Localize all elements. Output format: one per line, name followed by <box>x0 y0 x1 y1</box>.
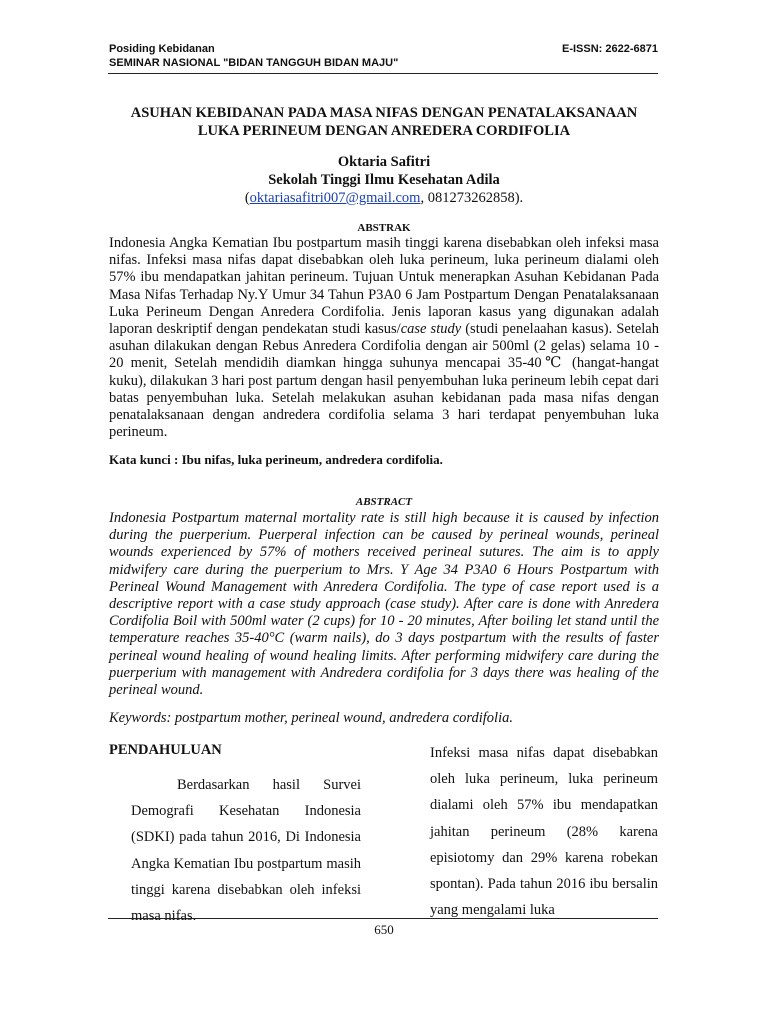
running-header-left <box>109 42 398 70</box>
keywords-en: Keywords: postpartum mother, perineal wound, andredera cordifolia. <box>109 710 513 726</box>
page-number: 650 <box>374 922 394 937</box>
body-paragraph-left: Berdasarkan hasil Survei Demografi Kesehatan Indonesia (SDKI) pada tahun 2016, Di Indonesia Angka Kematian Ibu postpartum masih tinggi karena disebabkan oleh infeksi masa nifas. <box>131 777 361 925</box>
body-right-column <box>430 740 658 923</box>
author-name: Oktaria Safitri <box>337 154 431 170</box>
seminar-name: SEMINAR NASIONAL "BIDAN TANGGUH BIDAN MAJU" <box>109 57 399 69</box>
paper-title <box>100 104 668 140</box>
issn-label: E-ISSN: 2622-6871 <box>562 43 658 55</box>
abstrak-text-part-1: Indonesia Angka Kematian Ibu postpartum masih tinggi karena disebabkan oleh infeksi masa nifas. Infeksi masa nifas dapat disebabkan oleh luka perineum, luka perineum dialami oleh 57% ibu mendapatkan jahitan perineum. Tujuan Untuk menerapkan Asuhan Kebidanan Pada Masa Nifas Terhadap Ny.Y Umur 34 Tahun P3A0 6 Jam Postpartum Dengan Penatalaksanaan Luka Perineum Dengan Anredera Cordifolia. Jenis laporan kasus yang digunakan adalah laporan deskriptif dengan pendekatan studi kasus/ <box>109 235 659 338</box>
footer-divider <box>108 918 658 919</box>
author-institution: Sekolah Tinggi Ilmu Kesehatan Adila <box>268 172 500 188</box>
kata-kunci: Kata kunci : Ibu nifas, luka perineum, andredera cordifolia. <box>109 452 443 467</box>
section-heading-pendahuluan: PENDAHULUAN <box>109 742 222 758</box>
author-contact <box>100 189 668 207</box>
abstract-text: Indonesia Postpartum maternal mortality rate is still high because it is caused by infection during the puerperium. Puerperal infection can be caused by perineal wounds, perineal wounds experienced by 57% of mothers received perineal sutures. The aim is to apply midwifery care during the puerperium to Mrs. Y Age 34 P3A0 6 Hours Postpartum with Perineal Wound Management with Anredera Cordifolia. The type of case report used is a descriptive report with a case study approach (case study). After care is done with Anredera Cordifolia Boil with 500ml water (2 cups) for 10 - 20 minutes, After boiling let stand until the temperature reaches 35-40°C (warm nails), do 3 days postpartum with the results of faster perineal wound healing of wound healing limits. After performing midwifery care during the puerperium with management with Andredera cordifolia for 3 days there was healing of the perineal wound. <box>109 510 659 699</box>
journal-name: Posiding Kebidanan <box>109 43 215 55</box>
contact-rest: , 081273262858). <box>420 190 524 206</box>
author-block <box>100 153 668 207</box>
author-email-link[interactable]: oktariasafitri007@gmail.com <box>249 190 421 206</box>
abstrak-text-part-2: (studi penelaahan kasus). Setelah asuhan dilakukan dengan Rebus Anredera Cordifolia dengan air 500ml (2 gelas) selama 10 - 20 menit, Setelah mendidih diamkan hingga suhunya mencapai 35-40℃ (hangat-hangat kuku), dilakukan 3 hari post partum dengan hasil penyembuhan luka perineum lebih cepat dari batas penyembuhan luka. Setelah melakukan asuhan kebidanan pada masa nifas dengan penatalaksanaan dengan andredera cordifolia selama 3 hari terdapat penyembuhan luka perineum. <box>109 321 659 441</box>
abstrak-text-italic: case study <box>400 321 462 338</box>
contact-open: ( <box>244 190 250 206</box>
paper-title-line-1: ASUHAN KEBIDANAN PADA MASA NIFAS DENGAN PENATALAKSANAAN <box>130 105 638 121</box>
abstrak-heading: ABSTRAK <box>357 222 411 234</box>
abstrak-text <box>109 235 659 441</box>
paper-title-line-2: LUKA PERINEUM DENGAN ANREDERA CORDIFOLIA <box>197 123 571 139</box>
body-paragraph-right: Infeksi masa nifas dapat disebabkan oleh luka perineum, luka perineum dialami oleh 57% ibu mendapatkan jahitan perineum (28% karena episiotomy dan 29% karena robekan spontan). Pada tahun 2016 ibu bersalin yang mengalami luka <box>430 745 658 919</box>
body-left-column <box>109 740 361 929</box>
abstract-heading: ABSTRACT <box>355 496 413 508</box>
header-divider <box>108 73 658 74</box>
